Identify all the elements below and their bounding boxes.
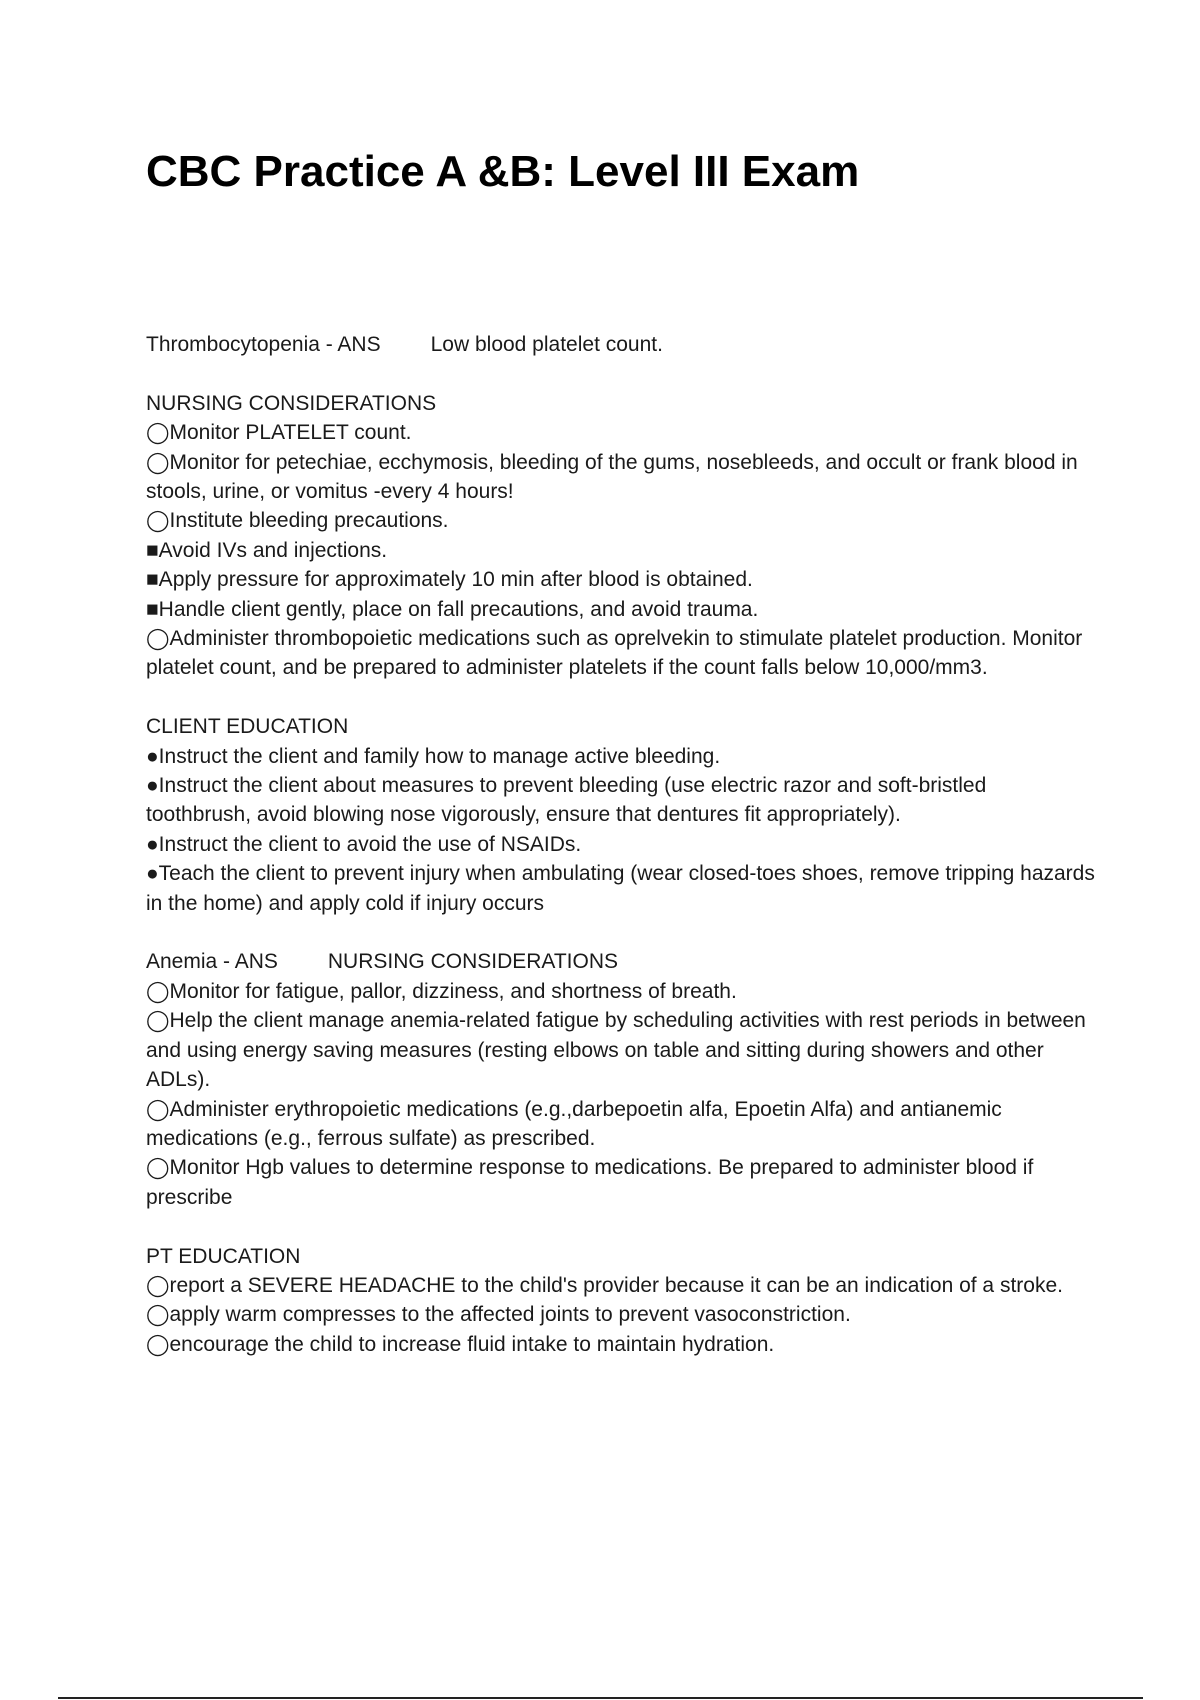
term-label: Thrombocytopenia - ANS <box>146 333 381 356</box>
section-heading-pt-education: PT EDUCATION <box>146 1244 301 1268</box>
footer-divider <box>58 1697 1143 1699</box>
list-item: ■Handle client gently, place on fall precautions, and avoid trauma. <box>146 597 759 621</box>
list-item: ◯Monitor Hgb values to determine response to medications. Be prepared to administer blood if prescribe <box>146 1156 1040 1209</box>
list-item: ◯Monitor PLATELET count. <box>146 421 412 445</box>
document-body <box>146 330 1101 1359</box>
term-label: Anemia - ANS <box>146 950 278 974</box>
list-item: ■Apply pressure for approximately 10 min after blood is obtained. <box>146 568 753 592</box>
list-item: ◯Administer thrombopoietic medications such as oprelvekin to stimulate platelet production. Monitor platelet count, and be prepared to administer platelets if the count falls below 10,000/mm3. <box>146 627 1089 680</box>
list-item: ■Avoid IVs and injections. <box>146 538 388 562</box>
list-item: ◯Help the client manage anemia-related fatigue by scheduling activities with rest periods in between and using energy saving measures (resting elbows on table and sitting during showers and other ADLs). <box>146 1009 1092 1092</box>
section-heading-nursing: NURSING CONSIDERATIONS <box>146 391 437 415</box>
list-item: ●Instruct the client and family how to manage active bleeding. <box>146 744 721 768</box>
list-item: ◯Monitor for fatigue, pallor, dizziness, and shortness of breath. <box>146 979 737 1003</box>
list-item: ◯Institute bleeding precautions. <box>146 509 449 533</box>
page-title: CBC Practice A &B: Level III Exam <box>146 147 860 196</box>
list-item: ◯encourage the child to increase fluid intake to maintain hydration. <box>146 1332 775 1356</box>
list-item: ◯report a SEVERE HEADACHE to the child's provider because it can be an indication of a stroke. <box>146 1273 1063 1297</box>
list-item: ◯Monitor for petechiae, ecchymosis, bleeding of the gums, nosebleeds, and occult or frank blood in stools, urine, or vomitus -every 4 hours! <box>146 450 1084 504</box>
term-definition: Low blood platelet count. <box>430 333 663 356</box>
term-thrombocytopenia <box>146 330 1096 359</box>
section-heading-nursing: NURSING CONSIDERATIONS <box>327 950 619 974</box>
section-heading-client-education: CLIENT EDUCATION <box>146 715 349 739</box>
list-item: ●Instruct the client to avoid the use of NSAIDs. <box>146 832 582 856</box>
list-item: ◯apply warm compresses to the affected joints to prevent vasoconstriction. <box>146 1303 851 1327</box>
list-item: ◯Administer erythropoietic medications (e.g.,darbepoetin alfa, Epoetin Alfa) and antianemic medications (e.g., ferrous sulfate) as prescribed. <box>146 1097 1008 1150</box>
list-item: ●Instruct the client about measures to prevent bleeding (use electric razor and soft-bristled toothbrush, avoid blowing nose vigorously, ensure that dentures fit appropriately). <box>146 774 993 827</box>
term-anemia <box>146 947 1096 976</box>
list-item: ●Teach the client to prevent injury when ambulating (wear closed-toes shoes, remove tripping hazards in the home) and apply cold if injury occurs <box>146 862 1101 915</box>
